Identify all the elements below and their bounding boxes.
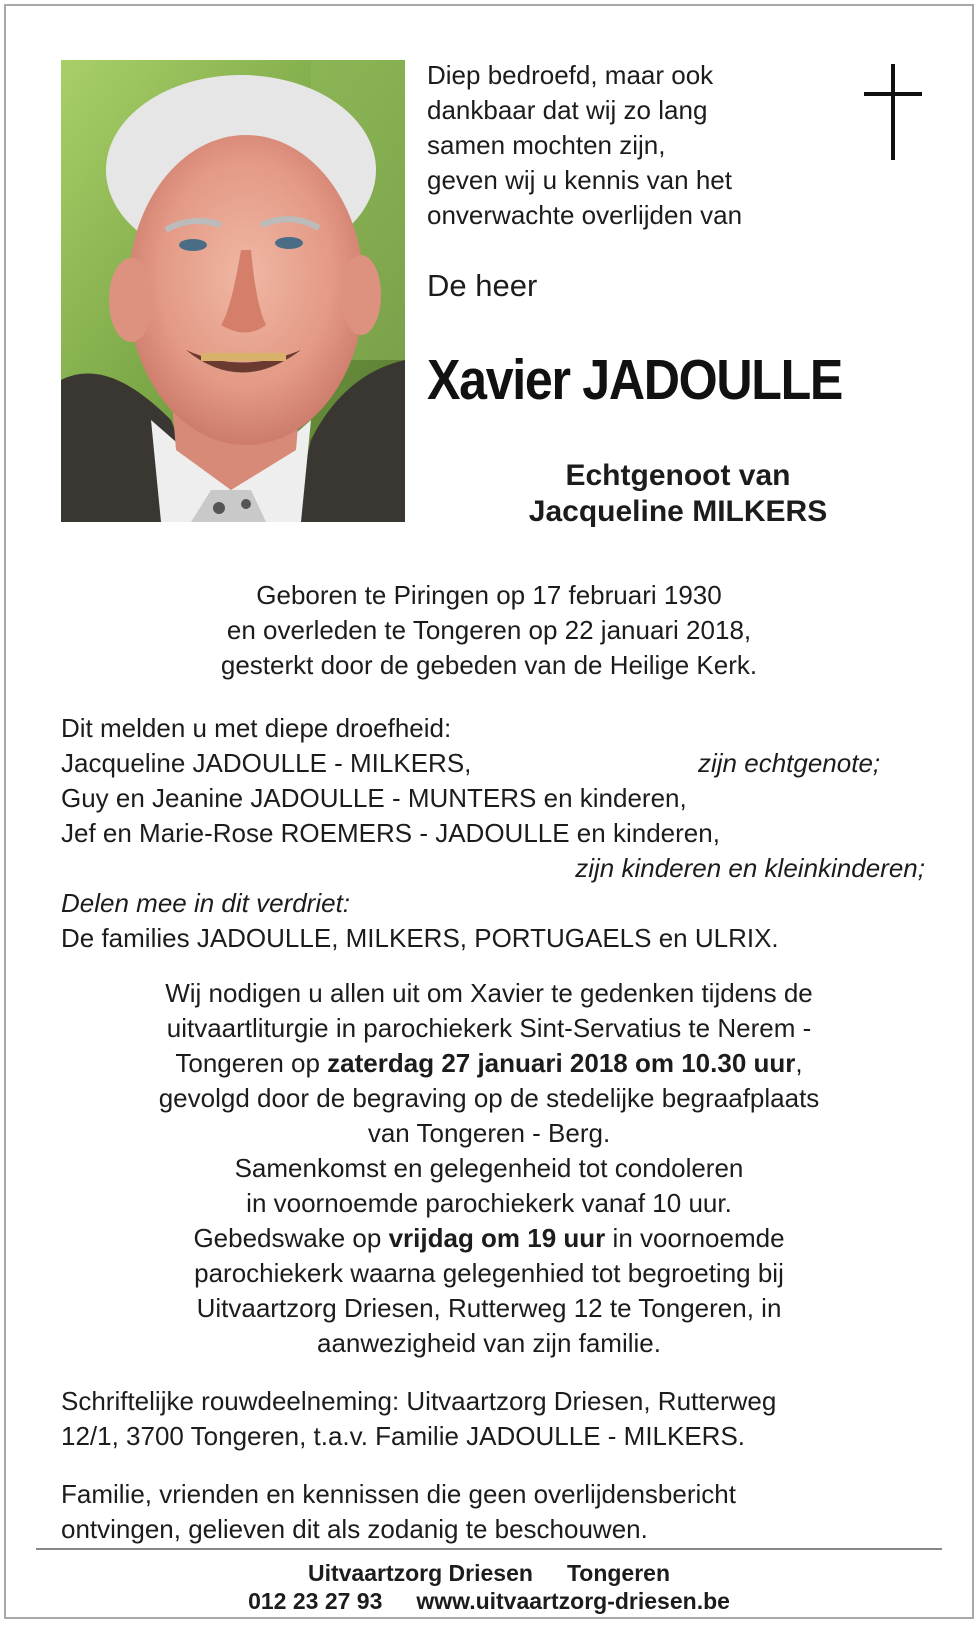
child-entry: Guy en Jeanine JADOULLE - MUNTERS en kinderen, [61,783,687,813]
child-entry: Jef en Marie-Rose ROEMERS - JADOULLE en kinderen, [61,818,720,848]
footer-divider [36,1548,942,1550]
portrait-photo [61,60,405,522]
spouse-entry-name: Jacqueline JADOULLE - MILKERS, [61,748,472,778]
ceremony-line: parochiekerk waarna gelegenhied tot begroeting bij [194,1258,784,1288]
footer-phone[interactable]: 012 23 27 93 [248,1588,383,1614]
ceremony-line: van Tongeren - Berg. [367,1118,611,1148]
portrait-image [61,60,405,522]
cross-icon [864,64,922,164]
deceased-name: Xavier JADOULLE [427,348,843,412]
ceremony-line: aanwezigheid van zijn familie. [317,1328,661,1358]
families-line: De families JADOULLE, MILKERS, PORTUGAELS en ULRIX. [61,923,779,953]
birth-line: gesterkt door de gebeden van de Heilige Kerk. [220,650,758,680]
ceremony-line-date [6,1046,972,1081]
ceremony-line: gevolgd door de begraving op de stedelijke begraafplaats [158,1083,820,1113]
footer-city: Tongeren [566,1560,671,1586]
ceremony-line: Uitvaartzorg Driesen, Rutterweg 12 te Tongeren, in [196,1293,782,1323]
ceremony-text: in voornoemde [605,1223,785,1253]
ceremony-line: Samenkomst en gelegenheid tot condoleren [234,1153,744,1183]
footer-contact-line [6,1587,972,1615]
intro-line: dankbaar dat wij zo lang [427,95,708,125]
share-heading: Delen mee in dit verdriet: [61,888,351,918]
birth-line: en overleden te Tongeren op 22 januari 2018, [226,615,752,645]
ceremony-line: in voornoemde parochiekerk vanaf 10 uur. [246,1188,732,1218]
footer-company: Uitvaartzorg Driesen [307,1560,533,1586]
title-prefix: De heer [427,268,538,303]
ceremony-text: Tongeren op [175,1048,328,1078]
intro-line: samen mochten zijn, [427,130,666,160]
condolence-line: Schriftelijke rouwdeelneming: Uitvaartzorg Driesen, Rutterweg [61,1386,777,1416]
intro-text [427,58,847,233]
birth-death-text [6,578,972,683]
intro-line: Diep bedroefd, maar ook [427,60,714,90]
intro-line: onverwachte overlijden van [427,200,743,230]
ceremony-line-wake [6,1221,972,1256]
spouse-line: Echtgenoot van [565,459,791,492]
obituary-card [4,4,974,1619]
intro-line: geven wij u kennis van het [427,165,732,195]
ceremony-text: , [795,1048,803,1078]
notice-section [61,1477,941,1547]
ceremony-text: Gebedswake op [193,1223,389,1253]
spouse-entry [61,746,941,781]
condolence-section [61,1384,941,1454]
funeral-date: zaterdag 27 januari 2018 om 10.30 uur [327,1048,796,1078]
notice-line: Familie, vrienden en kennissen die geen overlijdensbericht [61,1479,736,1509]
ceremony-line: Wij nodigen u allen uit om Xavier te gedenken tijdens de [165,978,813,1008]
ceremony-line: uitvaartliturgie in parochiekerk Sint-Servatius te Nerem - [166,1013,812,1043]
condolence-line: 12/1, 3700 Tongeren, t.a.v. Familie JADOULLE - MILKERS. [61,1421,746,1451]
wake-time: vrijdag om 19 uur [388,1223,606,1253]
footer-company-line [6,1559,972,1587]
birth-line: Geboren te Piringen op 17 februari 1930 [256,580,722,610]
family-section [61,711,941,956]
family-heading: Dit melden u met diepe droefheid: [61,713,452,743]
ceremony-section [6,976,972,1361]
footer-website-link[interactable]: www.uitvaartzorg-driesen.be [416,1588,730,1614]
spouse-line: Jacqueline MILKERS [528,495,828,528]
spouse-block [424,458,932,530]
spouse-role: zijn echtgenote; [698,748,881,778]
children-role: zijn kinderen en kleinkinderen; [575,853,925,883]
notice-line: ontvingen, gelieven dit als zodanig te beschouwen. [61,1514,648,1544]
